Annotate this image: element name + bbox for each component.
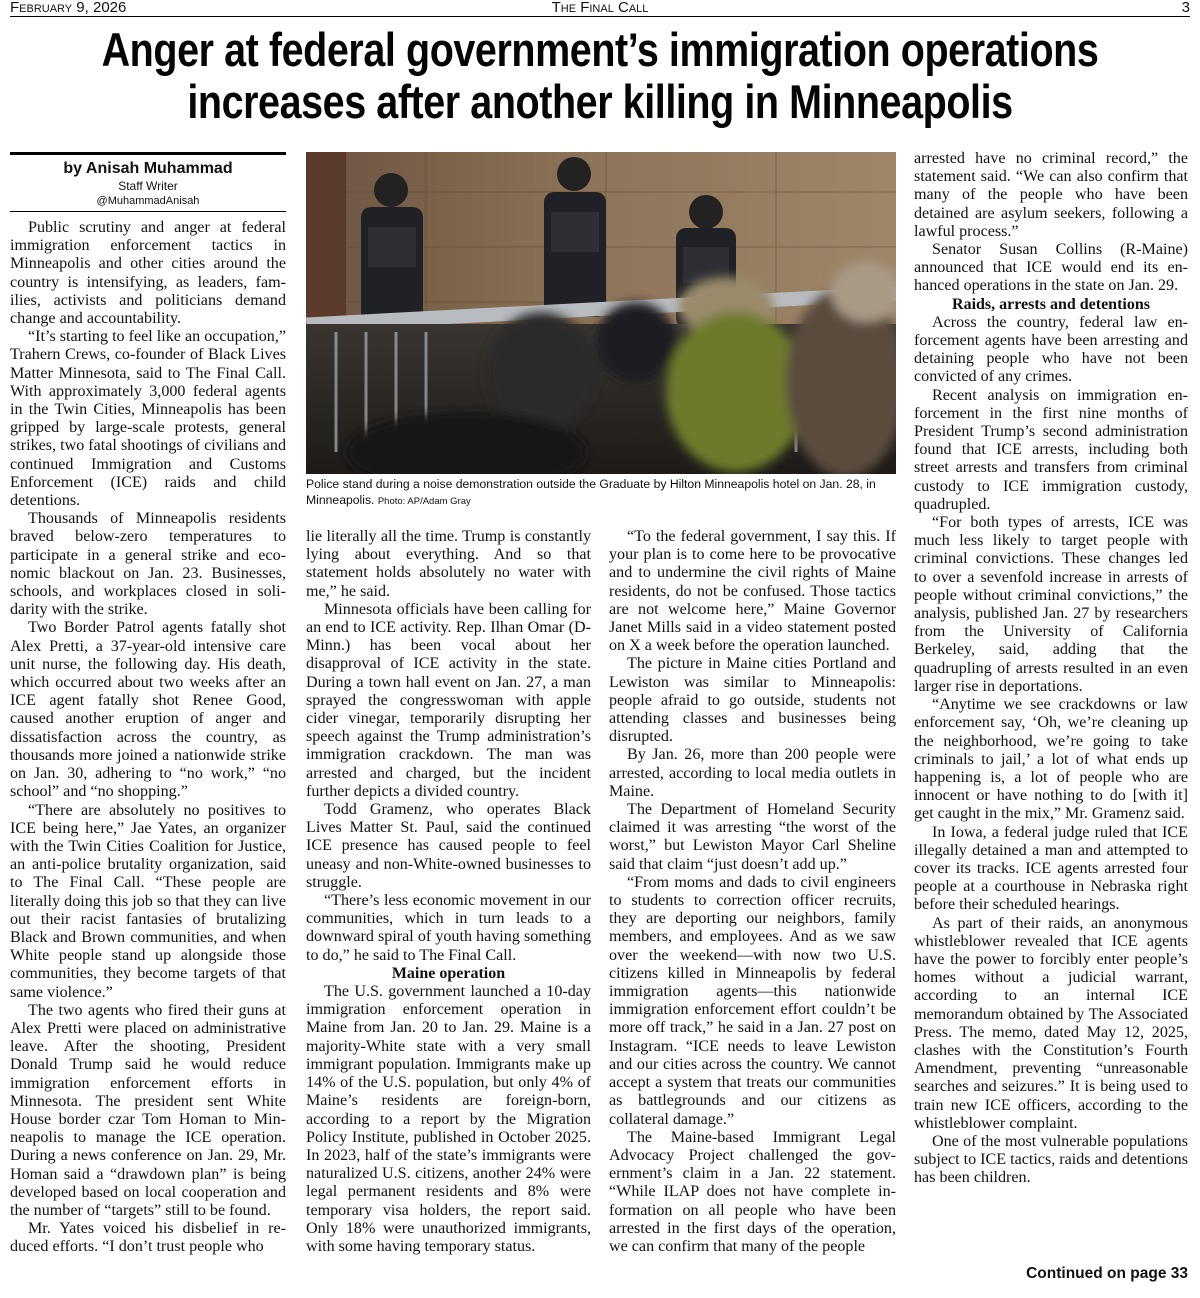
newspaper-name: The Final Call [551, 0, 649, 16]
caption-text: Police stand during a noise demonstration outside the Graduate by Hilton Minneapolis hotel on Jan. 28, in Minneapolis. [306, 477, 876, 507]
paragraph: The Department of Homeland Security claimed it was arresting “the worst of the worst,” but Lewiston Mayor Carl Sheline said that claim “just doesn’t add up.” [609, 801, 896, 873]
headline [96, 24, 1104, 128]
paragraph: In Iowa, a federal judge ruled that ICE illegally detained a man and attempted to cover its tracks. ICE agents arrested four people at a courthouse in Nebraska right before their scheduled hearings. [914, 823, 1188, 914]
byline-box [10, 152, 286, 212]
byline-author: by Anisah Muhammad [63, 160, 233, 177]
photo-caption [306, 476, 896, 510]
paragraph: “There are absolutely no positives to ICE being here,” Jae Yates, an organizer with the Twin Cities Coalition for Justice, an anti-police brutality organization, said to The Final Call. “These people are literally doing this job so that they can live out their racist fantasies of brutalizing Black and Brown communities, and when White people stand up alongside those communities, they become targets of that same violence.” [10, 801, 286, 1001]
headline-line-1: Anger at federal government’s immigration operations [101, 23, 1099, 76]
subhead-raids-arrests: Raids, arrests and detentions [952, 295, 1150, 313]
subhead-maine-operation: Maine operation [391, 964, 506, 982]
byline-handle: @MuhammadAnisah [96, 195, 200, 207]
paragraph: Public scrutiny and anger at federal immigration enforcement tactics in Minneapolis and other cities around the country is intensifying, as leaders, families, activists and politicians demand change and accountability. [10, 219, 286, 328]
paragraph-continued: arrested have no criminal record,” the statement said. “We can also confirm that many of the people who have been detained are asylum seekers, following a lawful process.” [914, 150, 1188, 240]
paragraph: “For both types of arrests, ICE was much less likely to target people with criminal convictions. These changes led to over a sevenfold increase in arrests of people without criminal convictions,” the analysis, published Jan. 27 by researchers from the University of California Berkeley, said, adding that the quadrupling of arrests resulted in an even larger rise in deportations. [914, 514, 1188, 695]
paragraph-continued: lie literally all the time. Trump is constantly lying about everything. And so that statement holds absolutely no water with me,” he said. [306, 528, 591, 600]
news-photo [306, 152, 896, 474]
paragraph: The Maine-based Immigrant Legal Advocacy Project challenged the government’s claim in a Jan. 22 statement. “While ILAP does not have complete information on all people who have been arrested in the first days of the operation, we can confirm that many of the people [609, 1128, 896, 1255]
photo-illustration [306, 152, 896, 474]
article-column-1 [10, 219, 286, 1257]
paragraph: One of the most vulnerable populations subject to ICE tactics, raids and detentions has been children. [914, 1132, 1188, 1187]
paragraph: Thousands of Minneapolis residents braved below-zero temperatures to participate in a general strike and economic blackout on Jan. 23. Businesses, schools, and workplaces closed in solidarity with the strike. [10, 510, 286, 619]
paragraph: Minnesota officials have been calling for an end to ICE activity. Rep. Ilhan Omar (D-Minn.) has been vocal about her disapproval of ICE activity in the state. During a town hall event on Jan. 27, a man sprayed the congresswoman with apple cider vinegar, temporarily disrupting her speech against the Trump administration’s immigration crackdown. The man was arrested and charged, but the incident further depicts a divided country. [306, 600, 591, 800]
paragraph: By Jan. 26, more than 200 people were arrested, according to local media outlets in Maine. [609, 746, 896, 800]
paragraph: As part of their raids, an anonymous whistleblower revealed that ICE agents have the power to forcibly enter people’s homes without a judicial warrant, according to an internal ICE memorandum obtained by The Associated Press. The memo, dated May 12, 2025, clashes with the Constitution’s Fourth Amendment, preventing “unreasonable searches and seizures.” It is being used to train new ICE officers, according to the whistleblower complaint. [914, 914, 1188, 1132]
page-number: 3 [1181, 0, 1190, 16]
paragraph: The picture in Maine cities Portland and Lewiston was similar to Minneapolis: people afraid to go outside, students not attending classes and businesses being disrupted. [609, 655, 896, 746]
photo-credit: Photo: AP/Adam Gray [377, 496, 471, 507]
paragraph: Recent analysis on immigration enforcement in the first nine months of President Trump’s second administration found that ICE arrests, including both street arrests and transfers from criminal custody to ICE immigration custody, quadrupled. [914, 386, 1188, 513]
paragraph: Todd Gramenz, who operates Black Lives Matter St. Paul, said the continued ICE presence has caused people to feel uneasy and non-White-owned businesses to struggle. [306, 801, 591, 891]
paragraph: “From moms and dads to civil engineers to students to correction officer recruits, they are deporting our neighbors, family members, and employees. And as we saw over the weekend—with now two U.S. citizens killed in Minneapolis by federal immigration agents—this nationwide immigration enforcement effort couldn’t be more off track,” he said in a Jan. 27 post on Instagram. “ICE needs to leave Lewiston and our cities across the country. We cannot accept a system that treats our communities as battlegrounds and our citizens as collateral damage.” [609, 873, 896, 1128]
folio-bar [10, 0, 1190, 17]
paragraph: The two agents who fired their guns at Alex Pretti were placed on administrative leave. After the shooting, President Donald Trump said he would reduce immigration enforcement efforts in Minnesota. The president sent White House border czar Tom Homan to Minneapolis to manage the ICE operation. During a news conference on Jan. 29, Mr. Homan said a “drawdown plan” is being developed based on local cooperation and the number of “targets” still to be found. [10, 1001, 286, 1219]
article-column-4 [914, 150, 1188, 1188]
paragraph: “To the federal government, I say this. If your plan is to come here to be provocative and to undermine the civil rights of Maine residents, do not be confused. Those tactics are not welcome here,” Maine Governor Janet Mills said in a video statement posted on X a week before the operation launched. [609, 528, 896, 655]
paragraph: Mr. Yates voiced his disbelief in reduced efforts. “I don’t trust people who [10, 1220, 286, 1256]
article-column-3 [609, 528, 896, 1256]
paragraph: “It’s starting to feel like an occupation,” Trahern Crews, co-founder of Black Lives Matter Minnesota, said to The Final Call. With approximately 3,000 federal agents in the Twin Cities, Minneapolis has been gripped by large-scale protests, general strikes, two fatal shootings of civilians and continued Immigration and Customs Enforcement (ICE) raids and child detentions. [10, 328, 286, 510]
paragraph: The U.S. government launched a 10-day immigration enforcement operation in Maine from Jan. 20 to Jan. 29. Maine is a majority-White state with a very small immigrant population. Immigrants make up 14% of the U.S. population, but only 4% of Maine’s residents are foreign-born, according to a report by the Migration Policy Institute, published in October 2025. In 2023, half of the state’s immigrants were naturalized U.S. citizens, another 24% were legal permanent residents and 8% were temporary visa holders, the report said. Only 18% were unauthorized immigrants, with some having temporary status. [306, 983, 591, 1255]
paragraph: “Anytime we see crackdowns or law enforcement say, ‘Oh, we’re cleaning up the neighborhood, we’re going to take criminals to jail,’ a lot of what ends up happening is, a lot of people who are innocent or have nothing to do [with it] get caught in the mix,” Mr. Gramenz said. [914, 696, 1188, 823]
paragraph: Across the country, federal law enforcement agents have been arresting and detaining people who have not been convicted of any crimes. [914, 313, 1188, 386]
byline-role: Staff Writer [118, 179, 178, 193]
paragraph: Senator Susan Collins (R-Maine) announced that ICE would end its enhanced operations in the state on Jan. 29. [914, 241, 1188, 295]
paragraph: “There’s less economic movement in our communities, which in turn leads to a downward spiral of youth having something to do,” he said to The Final Call. [306, 892, 591, 964]
continued-jump-line: Continued on page 33 [1026, 1265, 1188, 1282]
issue-date: February 9, 2026 [10, 0, 127, 16]
paragraph: Two Border Patrol agents fatally shot Alex Pretti, a 37-year-old intensive care unit nurse, the following day. His death, which occurred about two weeks after an ICE agent fatally shot Renee Good, caused another eruption of anger and dissatisfaction across the country, as thousands more joined a nationwide strike on Jan. 30, adhering to “no work,” “no school” and “no shopping.” [10, 619, 286, 801]
article-column-2 [306, 528, 591, 1256]
headline-line-2: increases after another killing in Minneapolis [187, 75, 1013, 128]
